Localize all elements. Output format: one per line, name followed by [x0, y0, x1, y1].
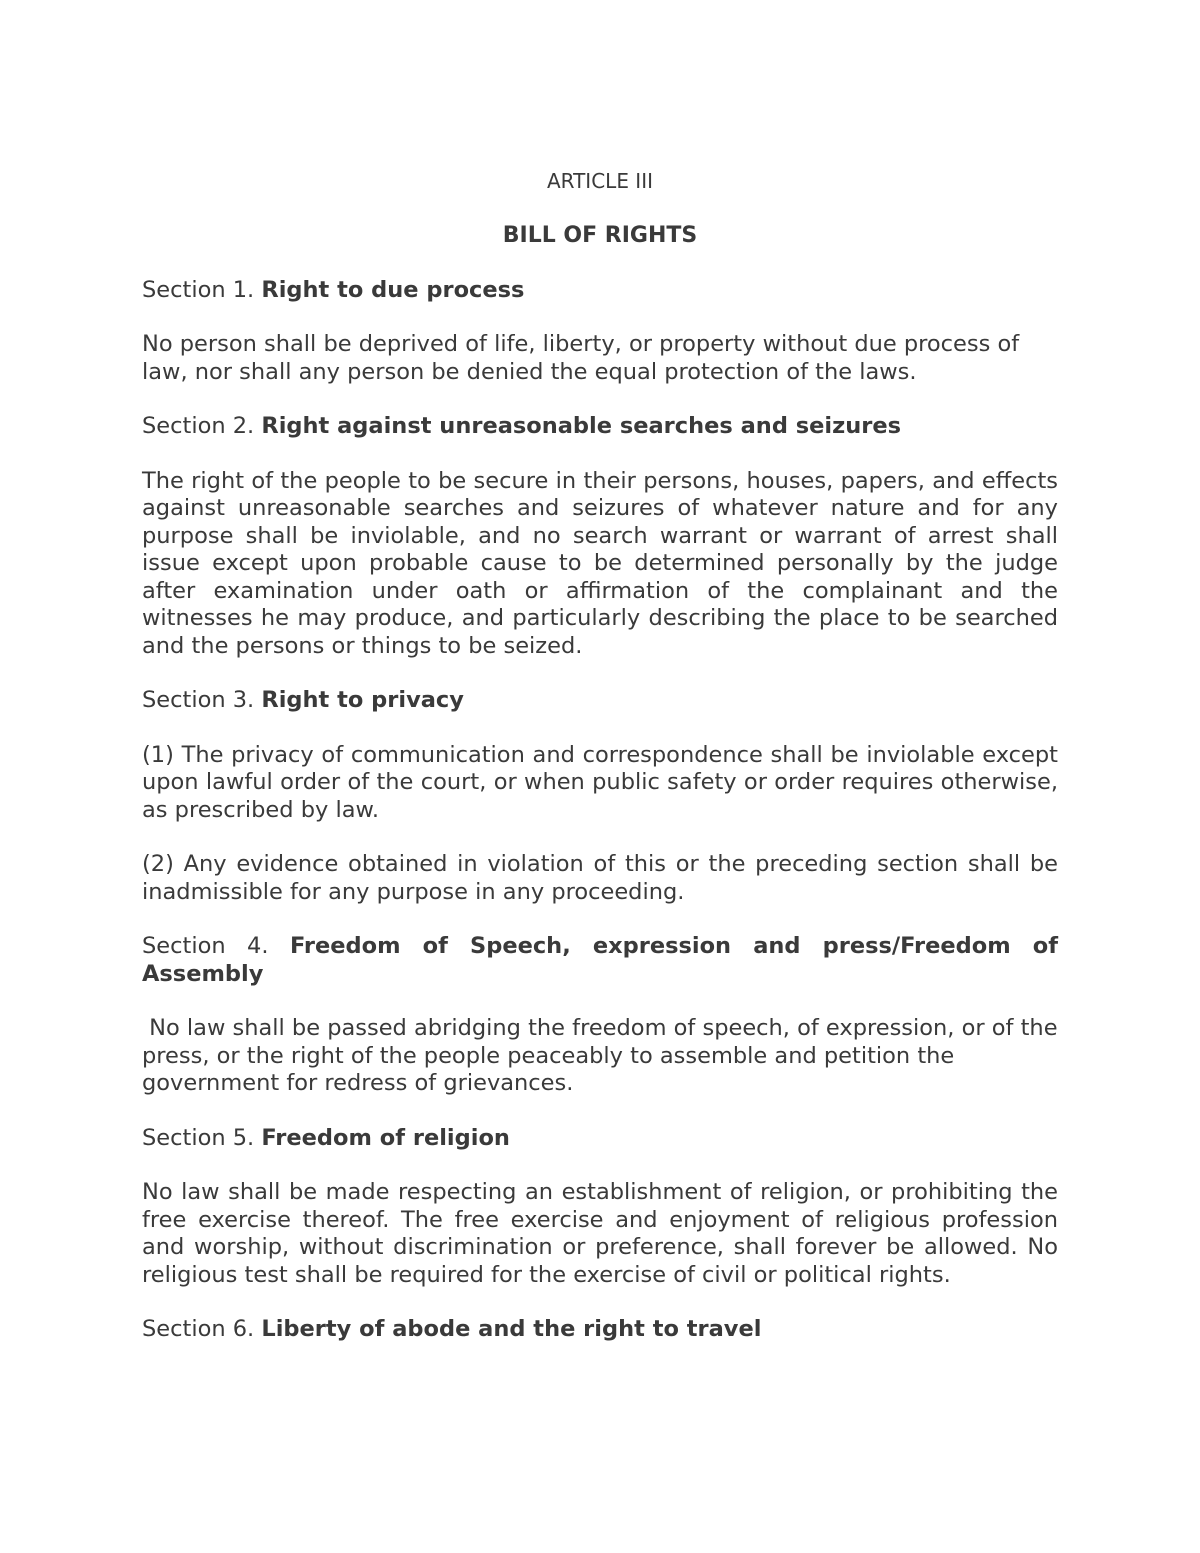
section-heading — [142, 277, 1058, 305]
section-2 — [142, 413, 1058, 660]
section-4 — [142, 933, 1065, 1098]
section-paragraph: No law shall be made respecting an establishment of religion, or prohibiting the free exercise thereof. The free exercise and enjoyment of religious profession and worship, without discrimination or preference, shall forever be allowed. No religious test shall be required for the exercise of civil or political rights. — [142, 1179, 1058, 1288]
section-heading — [142, 933, 1058, 988]
section-heading — [142, 413, 1058, 441]
section-title: Liberty of abode and the right to travel — [261, 1316, 762, 1342]
section-number: Section 6. — [142, 1316, 255, 1342]
section-paragraph: (2) Any evidence obtained in violation of this or the preceding section shall be inadmissible for any purpose in any proceeding. — [142, 851, 1058, 905]
section-3 — [142, 687, 1058, 906]
section-number: Section 4. — [142, 933, 269, 959]
section-title: Right against unreasonable searches and seizures — [261, 413, 901, 439]
section-5 — [142, 1125, 1058, 1290]
section-1 — [142, 277, 1058, 387]
document-title: BILL OF RIGHTS — [502, 223, 698, 248]
section-number: Section 2. — [142, 413, 255, 439]
article-label: ARTICLE III — [546, 169, 654, 193]
section-heading — [142, 1125, 1058, 1153]
section-heading — [142, 1316, 1058, 1344]
document-page — [142, 168, 1065, 1371]
section-title: Right to due process — [261, 276, 525, 303]
section-heading — [142, 687, 1058, 715]
section-number: Section 1. — [142, 276, 255, 303]
section-6 — [142, 1316, 1058, 1344]
section-paragraph: No person shall be deprived of life, liberty, or property without due process of law, nor shall any person be denied the equal protection of the laws. — [142, 331, 1020, 385]
section-number: Section 5. — [142, 1124, 255, 1151]
section-paragraph: No law shall be passed abridging the freedom of speech, of expression, or of the press, or the right of the people peaceably to assemble and petition the government for redress of grievances. — [142, 1015, 1065, 1096]
section-number: Section 3. — [142, 687, 255, 713]
section-title: Right to privacy — [261, 687, 464, 713]
section-title: Freedom of religion — [261, 1124, 510, 1151]
section-title: Freedom of Speech, expression and press/Freedom of Assembly — [142, 933, 1059, 987]
section-paragraph: The right of the people to be secure in their persons, houses, papers, and effects against unreasonable searches and seizures of whatever nature and for any purpose shall be inviolable, and no search warrant or warrant of arrest shall issue except upon probable cause to be determined personally by the judge after examination under oath or affirmation of the complainant and the witnesses he may produce, and particularly describing the place to be searched and the persons or things to be seized. — [142, 467, 1058, 659]
section-paragraph: (1) The privacy of communication and correspondence shall be inviolable except upon lawful order of the court, or when public safety or order requires otherwise, as prescribed by law. — [142, 741, 1058, 823]
